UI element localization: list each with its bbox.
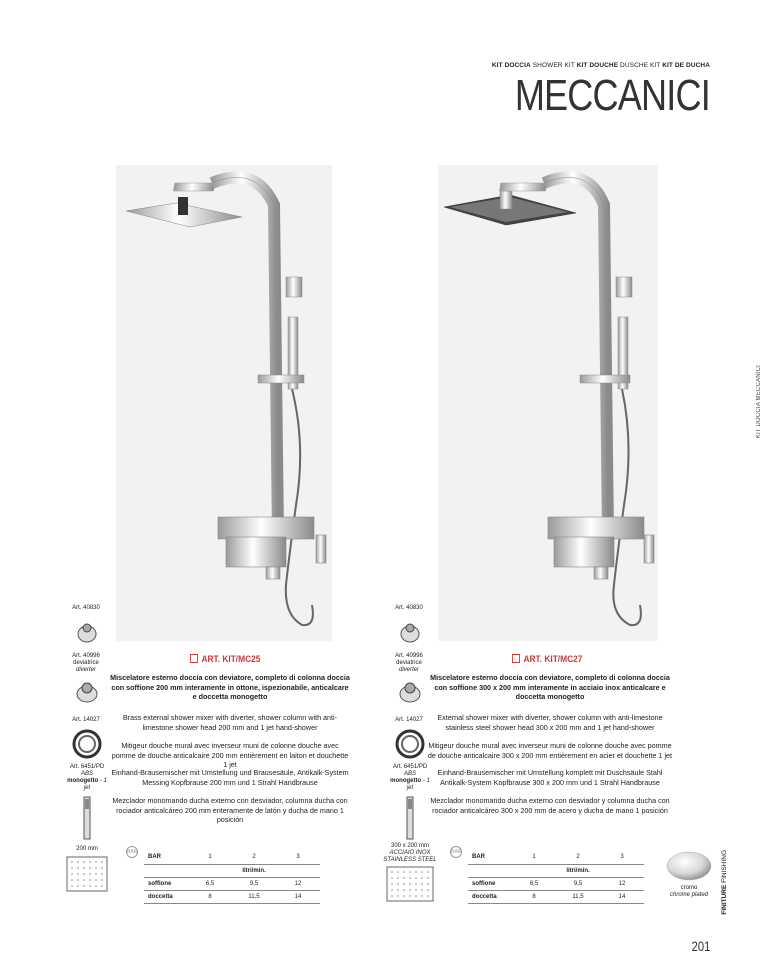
desc-de: Einhand-Brausemischer mit Umstellung komplett mit Duschsäule Stahl Antikalk-System Kopfbrause 300 x 200 mm und 1 Strahl Handbrause — [437, 768, 663, 787]
page-title: MECCANICI — [514, 71, 710, 120]
cell: 6,5 — [512, 877, 556, 890]
cell: 12 — [600, 877, 644, 890]
flow-table-mc27 — [468, 851, 644, 904]
accessory-code: Art. 6451/PD — [69, 764, 105, 770]
accessory-14027 — [66, 717, 106, 724]
head-material-en: STAINLESS STEEL — [383, 857, 437, 863]
finish-label — [664, 885, 714, 899]
desc-it: Miscelatore esterno doccia con deviatore, completo di colonna doccia con soffione 300 x 200 mm interamente in acciaio inox anticalcare e doccetta monogetto — [430, 673, 670, 701]
cell: 9,5 — [232, 877, 276, 890]
desc-es: Mezclador monomando ducha externo con desviador y columna ducha con rociador anticalcáreo 300 x 200 mm de acero y ducha de mano 1 posición — [430, 796, 670, 815]
accessory-material: ABS — [403, 771, 416, 777]
cell: 11,5 — [556, 890, 600, 903]
kit-label-2: KIT DOUCHE — [576, 62, 619, 69]
product-photo-mc27 — [438, 165, 658, 641]
page-number: 201 — [691, 938, 710, 954]
shower-head-icon — [386, 866, 434, 902]
bar-col: 3 — [600, 851, 644, 864]
bar-col: 3 — [276, 851, 320, 864]
kit-label-0: KIT DOCCIA — [491, 62, 531, 69]
head-material: ACCIAIO INOX — [389, 850, 431, 856]
row-label: doccetta — [144, 890, 188, 903]
desc-es: Mezclador monomando ducha externo con desviador, columna ducha con rociador anticalcáreo 200 mm enteramente de latón y ducha de mano 1 posición — [112, 796, 348, 824]
accessory-material: ABS — [80, 771, 93, 777]
diverter-icon — [399, 680, 421, 704]
accessory-code: Art. 40996 — [72, 653, 100, 659]
chrome-finish-swatch — [666, 850, 712, 882]
accessory-code: Art. 14027 — [72, 717, 100, 723]
hand-shower-icon — [82, 795, 92, 841]
product-photo-mc25 — [116, 165, 332, 641]
desc-it: Miscelatore esterno doccia con deviatore, completo di colonna doccia con soffione 200 mm interamente in ottone, ispezionabile, anticalcare e doccetta monogetto — [110, 673, 350, 701]
shower-column-illustration — [116, 165, 332, 641]
accessory-40996 — [389, 653, 429, 674]
desc-fr: Mitigeur douche mural avec inverseur muni de colonne douche avec pomme de douche anticalcaire 300 x 200 mm entièrement en acier et douchette 1 jet — [427, 741, 673, 760]
head-caption: 200 mm — [76, 846, 98, 852]
art-code: ART. KIT/MC25 — [201, 654, 261, 665]
bar-col: 1 — [188, 851, 232, 864]
accessory-label: deviatrice — [73, 660, 99, 666]
accessory-6451 — [64, 764, 110, 792]
accessory-40996 — [66, 653, 106, 674]
cell: 6,5 — [188, 877, 232, 890]
shower-column-illustration — [438, 165, 658, 641]
monogetto-label: monogetto — [67, 778, 99, 784]
pressure-icon: BAR — [126, 846, 138, 858]
bar-col: 1 — [512, 851, 556, 864]
checkbox-icon — [512, 654, 520, 663]
finiture-label — [721, 850, 728, 915]
accessory-label-en: diverter — [398, 667, 419, 673]
accessory-label-en: diverter — [75, 667, 96, 673]
accessory-code: Art. 6451/PD — [392, 764, 428, 770]
art-title-mc25 — [190, 654, 260, 665]
cell: 12 — [276, 877, 320, 890]
finiture-bold: FINITURE — [721, 884, 728, 915]
desc-en: External shower mixer with diverter, shower column with anti-limestone stainless steel shower head 300 x 200 mm and 1 jet hand-shower — [437, 713, 663, 732]
accessory-code: Art. 14027 — [395, 717, 423, 723]
monogetto-sub: - 1 jet — [406, 778, 430, 791]
accessory-code: Art. 40996 — [395, 653, 423, 659]
accessory-label: deviatrice — [396, 660, 422, 666]
checkbox-icon — [190, 654, 198, 663]
row-label: soffione — [468, 877, 512, 890]
flow-table-mc25 — [144, 851, 320, 904]
bar-label: BAR — [144, 851, 188, 864]
flange-icon — [77, 620, 97, 644]
cell: 14 — [600, 890, 644, 903]
hose-coil-icon — [395, 729, 425, 759]
diverter-icon — [76, 680, 98, 704]
desc-en: Brass external shower mixer with diverter, shower column with anti-limestone shower head 200 mm and 1 jet hand-shower — [122, 713, 338, 732]
shower-head-icon — [66, 856, 108, 892]
unit-label: litri/min. — [512, 864, 644, 877]
desc-fr: Mitigeur douche mural avec inverseur muni de colonne douche avec pomme de douche anticalcaire 200 mm entièrement en laiton et douchette 1 jet — [111, 741, 349, 769]
desc-de: Einhand-Brausemischer mit Umstellung und Brausesäule, Antikalk-System Messing Kopfbrause 200 mm und 1 Strahl Handbrause — [111, 768, 349, 787]
unit-label: litri/min. — [188, 864, 320, 877]
cell: 14 — [276, 890, 320, 903]
accessory-code: Art. 40830 — [72, 605, 100, 611]
bar-label: BAR — [468, 851, 512, 864]
bar-col: 2 — [556, 851, 600, 864]
header-kit-labels — [492, 62, 710, 69]
kit-label-1: SHOWER KIT — [530, 62, 577, 69]
accessory-40830 — [389, 605, 429, 612]
accessory-40830 — [66, 605, 106, 612]
cell: 11,5 — [232, 890, 276, 903]
row-label: soffione — [144, 877, 188, 890]
hand-shower-icon — [405, 795, 415, 841]
accessory-code: Art. 40830 — [395, 605, 423, 611]
head-caption — [382, 843, 438, 864]
kit-label-4: KIT DE DUCHA — [662, 62, 710, 69]
kit-label-3: DUSCHE KIT — [618, 62, 663, 69]
cell: 9,5 — [556, 877, 600, 890]
bar-col: 2 — [232, 851, 276, 864]
cell: 8 — [512, 890, 556, 903]
pressure-icon: BAR — [450, 846, 462, 858]
flange-icon — [400, 620, 420, 644]
monogetto-sub: - 1 jet — [83, 778, 107, 791]
finish-name: cromo — [680, 885, 698, 891]
art-title-mc27 — [512, 654, 582, 665]
finish-name-en: chrome plated — [669, 892, 709, 898]
head-size: 300 x 200 mm — [390, 843, 430, 849]
hose-coil-icon — [72, 729, 102, 759]
finiture-normal: FINISHING — [721, 850, 728, 885]
side-section-label: KIT DOCCIA MECCANICI — [756, 365, 762, 439]
row-label: doccetta — [468, 890, 512, 903]
cell: 8 — [188, 890, 232, 903]
accessory-14027 — [389, 717, 429, 724]
monogetto-label: monogetto — [390, 778, 422, 784]
art-code: ART. KIT/MC27 — [523, 654, 583, 665]
